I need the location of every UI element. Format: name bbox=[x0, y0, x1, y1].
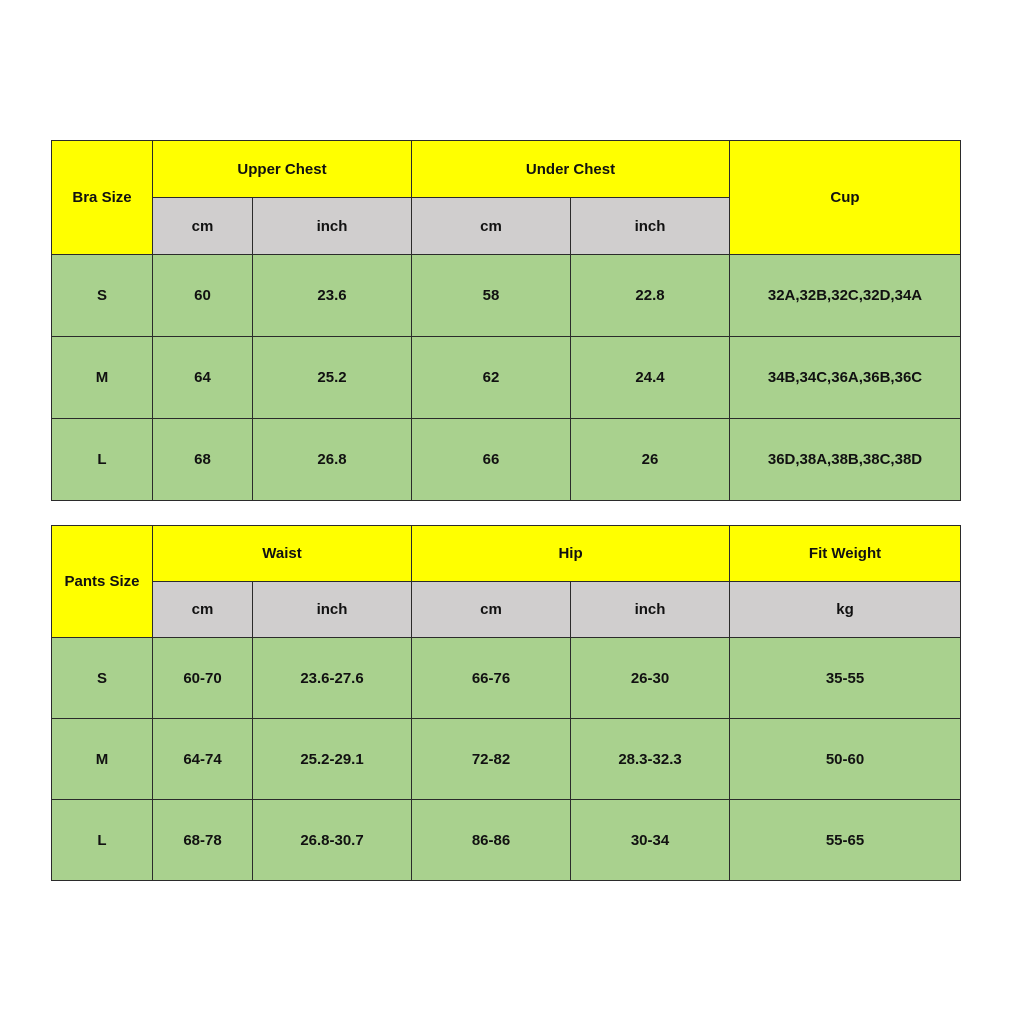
hip-inch-cell: 28.3-32.3 bbox=[571, 719, 730, 800]
upper-chest-header: Upper Chest bbox=[153, 141, 412, 198]
upper-chest-cm-header: cm bbox=[153, 198, 253, 255]
fit-weight-header: Fit Weight bbox=[730, 526, 961, 582]
table-row bbox=[52, 800, 961, 881]
waist-inch-cell: 26.8-30.7 bbox=[253, 800, 412, 881]
weight-cell: 55-65 bbox=[730, 800, 961, 881]
weight-cell: 50-60 bbox=[730, 719, 961, 800]
waist-cm-cell: 68-78 bbox=[153, 800, 253, 881]
hip-inch-cell: 26-30 bbox=[571, 638, 730, 719]
table-row bbox=[52, 719, 961, 800]
size-cell: L bbox=[52, 419, 153, 501]
upper-chest-inch-cell: 25.2 bbox=[253, 337, 412, 419]
cup-cell: 32A,32B,32C,32D,34A bbox=[730, 255, 961, 337]
upper-chest-inch-cell: 26.8 bbox=[253, 419, 412, 501]
size-cell: M bbox=[52, 719, 153, 800]
hip-cm-header: cm bbox=[412, 582, 571, 638]
waist-cm-header: cm bbox=[153, 582, 253, 638]
waist-cm-cell: 60-70 bbox=[153, 638, 253, 719]
upper-chest-inch-cell: 23.6 bbox=[253, 255, 412, 337]
under-chest-inch-cell: 22.8 bbox=[571, 255, 730, 337]
weight-cell: 35-55 bbox=[730, 638, 961, 719]
under-chest-cm-cell: 62 bbox=[412, 337, 571, 419]
weight-kg-header: kg bbox=[730, 582, 961, 638]
upper-chest-inch-header: inch bbox=[253, 198, 412, 255]
waist-cm-cell: 64-74 bbox=[153, 719, 253, 800]
waist-inch-cell: 23.6-27.6 bbox=[253, 638, 412, 719]
table-row bbox=[52, 255, 961, 337]
under-chest-cm-cell: 58 bbox=[412, 255, 571, 337]
under-chest-inch-cell: 24.4 bbox=[571, 337, 730, 419]
cup-cell: 34B,34C,36A,36B,36C bbox=[730, 337, 961, 419]
size-cell: S bbox=[52, 255, 153, 337]
upper-chest-cm-cell: 68 bbox=[153, 419, 253, 501]
waist-inch-cell: 25.2-29.1 bbox=[253, 719, 412, 800]
bra-size-header: Bra Size bbox=[52, 141, 153, 255]
upper-chest-cm-cell: 60 bbox=[153, 255, 253, 337]
size-cell: S bbox=[52, 638, 153, 719]
waist-inch-header: inch bbox=[253, 582, 412, 638]
hip-cm-cell: 66-76 bbox=[412, 638, 571, 719]
hip-cm-cell: 86-86 bbox=[412, 800, 571, 881]
table-row bbox=[52, 638, 961, 719]
under-chest-cm-header: cm bbox=[412, 198, 571, 255]
hip-inch-cell: 30-34 bbox=[571, 800, 730, 881]
table-row bbox=[52, 419, 961, 501]
under-chest-cm-cell: 66 bbox=[412, 419, 571, 501]
cup-cell: 36D,38A,38B,38C,38D bbox=[730, 419, 961, 501]
waist-header: Waist bbox=[153, 526, 412, 582]
table-row bbox=[52, 337, 961, 419]
size-cell: L bbox=[52, 800, 153, 881]
hip-header: Hip bbox=[412, 526, 730, 582]
cup-header: Cup bbox=[730, 141, 961, 255]
under-chest-inch-header: inch bbox=[571, 198, 730, 255]
hip-cm-cell: 72-82 bbox=[412, 719, 571, 800]
upper-chest-cm-cell: 64 bbox=[153, 337, 253, 419]
pants-size-table bbox=[51, 525, 961, 881]
hip-inch-header: inch bbox=[571, 582, 730, 638]
under-chest-inch-cell: 26 bbox=[571, 419, 730, 501]
size-cell: M bbox=[52, 337, 153, 419]
under-chest-header: Under Chest bbox=[412, 141, 730, 198]
pants-size-header: Pants Size bbox=[52, 526, 153, 638]
bra-size-table bbox=[51, 140, 961, 501]
